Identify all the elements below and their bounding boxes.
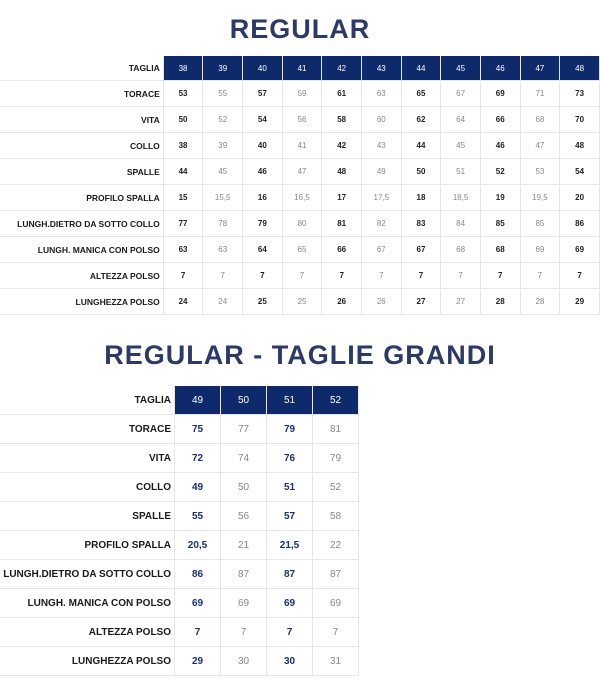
measurement-value: 29 [175, 647, 221, 676]
measurement-value: 86 [175, 560, 221, 589]
size-header-row [0, 386, 359, 415]
measurement-value: 15,5 [203, 185, 243, 211]
measurement-value: 51 [267, 473, 313, 502]
measurement-value: 7 [401, 263, 441, 289]
measurement-value: 64 [243, 237, 283, 263]
measurement-value: 76 [267, 444, 313, 473]
measurement-value: 68 [441, 237, 481, 263]
measurement-value: 83 [401, 211, 441, 237]
measurement-value: 85 [520, 211, 560, 237]
measurement-label: SPALLE [0, 159, 163, 185]
measurement-value: 85 [480, 211, 520, 237]
measurement-value: 81 [322, 211, 362, 237]
measurement-value: 68 [520, 107, 560, 133]
measurement-value: 21 [221, 531, 267, 560]
measurement-label: SPALLE [0, 502, 175, 531]
measurement-value: 44 [401, 133, 441, 159]
table-row [0, 237, 600, 263]
measurement-value: 7 [441, 263, 481, 289]
measurement-value: 67 [361, 237, 401, 263]
measurement-value: 44 [163, 159, 203, 185]
regular-title: REGULAR [229, 14, 371, 44]
large-size-table [0, 386, 359, 676]
measurement-value: 62 [401, 107, 441, 133]
measurement-label: LUNGH. MANICA CON POLSO [0, 237, 163, 263]
measurement-value: 15 [163, 185, 203, 211]
measurement-value: 40 [243, 133, 283, 159]
size-header-cell: 42 [322, 56, 362, 81]
measurement-value: 87 [221, 560, 267, 589]
measurement-label: ALTEZZA POLSO [0, 263, 163, 289]
measurement-label: TORACE [0, 81, 163, 107]
measurement-value: 87 [313, 560, 359, 589]
measurement-label: TORACE [0, 415, 175, 444]
measurement-value: 52 [480, 159, 520, 185]
measurement-value: 68 [480, 237, 520, 263]
size-header-cell: 41 [282, 56, 322, 81]
measurement-value: 47 [282, 159, 322, 185]
measurement-value: 52 [313, 473, 359, 502]
measurement-value: 48 [322, 159, 362, 185]
measurement-value: 55 [203, 81, 243, 107]
size-header-cell: 38 [163, 56, 203, 81]
measurement-value: 16,5 [282, 185, 322, 211]
measurement-value: 27 [441, 289, 481, 315]
measurement-value: 65 [282, 237, 322, 263]
measurement-value: 17,5 [361, 185, 401, 211]
size-header-cell: 44 [401, 56, 441, 81]
measurement-label: VITA [0, 444, 175, 473]
measurement-value: 72 [175, 444, 221, 473]
measurement-value: 48 [560, 133, 600, 159]
measurement-value: 69 [520, 237, 560, 263]
table-row [0, 159, 600, 185]
measurement-value: 56 [221, 502, 267, 531]
table-row [0, 589, 359, 618]
measurement-value: 19 [480, 185, 520, 211]
measurement-label: ALTEZZA POLSO [0, 618, 175, 647]
measurement-value: 26 [322, 289, 362, 315]
size-header-cell: 46 [480, 56, 520, 81]
table-row [0, 185, 600, 211]
measurement-value: 63 [361, 81, 401, 107]
measurement-value: 39 [203, 133, 243, 159]
measurement-value: 27 [401, 289, 441, 315]
measurement-value: 26 [361, 289, 401, 315]
measurement-value: 30 [221, 647, 267, 676]
measurement-label: LUNGHEZZA POLSO [0, 289, 163, 315]
measurement-value: 57 [243, 81, 283, 107]
measurement-value: 50 [163, 107, 203, 133]
measurement-value: 58 [322, 107, 362, 133]
table-row [0, 560, 359, 589]
size-header-label: TAGLIA [0, 56, 163, 81]
measurement-value: 7 [163, 263, 203, 289]
measurement-value: 87 [267, 560, 313, 589]
measurement-value: 51 [441, 159, 481, 185]
table-row [0, 211, 600, 237]
measurement-value: 54 [560, 159, 600, 185]
measurement-value: 7 [480, 263, 520, 289]
measurement-value: 50 [221, 473, 267, 502]
table-row [0, 81, 600, 107]
measurement-value: 7 [520, 263, 560, 289]
table-row [0, 133, 600, 159]
measurement-value: 60 [361, 107, 401, 133]
measurement-value: 29 [560, 289, 600, 315]
table-row [0, 263, 600, 289]
measurement-value: 63 [203, 237, 243, 263]
measurement-value: 7 [361, 263, 401, 289]
measurement-value: 71 [520, 81, 560, 107]
table-row [0, 647, 359, 676]
measurement-value: 7 [313, 618, 359, 647]
size-header-cell: 47 [520, 56, 560, 81]
measurement-value: 22 [313, 531, 359, 560]
measurement-value: 56 [282, 107, 322, 133]
measurement-value: 73 [560, 81, 600, 107]
measurement-value: 53 [520, 159, 560, 185]
measurement-value: 84 [441, 211, 481, 237]
measurement-value: 78 [203, 211, 243, 237]
table-row [0, 502, 359, 531]
measurement-value: 49 [175, 473, 221, 502]
measurement-value: 66 [480, 107, 520, 133]
measurement-value: 18 [401, 185, 441, 211]
measurement-value: 20,5 [175, 531, 221, 560]
measurement-value: 53 [163, 81, 203, 107]
measurement-value: 69 [560, 237, 600, 263]
measurement-value: 69 [221, 589, 267, 618]
measurement-value: 77 [163, 211, 203, 237]
size-header-cell: 45 [441, 56, 481, 81]
regular-size-table [0, 56, 600, 315]
measurement-value: 41 [282, 133, 322, 159]
measurement-label: COLLO [0, 473, 175, 502]
measurement-value: 49 [361, 159, 401, 185]
measurement-value: 80 [282, 211, 322, 237]
table-row [0, 531, 359, 560]
measurement-value: 57 [267, 502, 313, 531]
measurement-label: PROFILO SPALLA [0, 185, 163, 211]
measurement-value: 30 [267, 647, 313, 676]
measurement-value: 7 [322, 263, 362, 289]
measurement-value: 70 [560, 107, 600, 133]
measurement-value: 75 [175, 415, 221, 444]
measurement-value: 24 [163, 289, 203, 315]
size-header-cell: 49 [175, 386, 221, 415]
measurement-value: 7 [243, 263, 283, 289]
measurement-value: 45 [441, 133, 481, 159]
size-header-cell: 39 [203, 56, 243, 81]
size-header-row [0, 56, 600, 81]
table-row [0, 289, 600, 315]
size-header-label: TAGLIA [0, 386, 175, 415]
measurement-value: 46 [243, 159, 283, 185]
measurement-value: 31 [313, 647, 359, 676]
size-header-cell: 43 [361, 56, 401, 81]
measurement-value: 7 [203, 263, 243, 289]
measurement-value: 28 [480, 289, 520, 315]
measurement-value: 74 [221, 444, 267, 473]
measurement-label: LUNGH. MANICA CON POLSO [0, 589, 175, 618]
measurement-value: 7 [267, 618, 313, 647]
measurement-value: 52 [203, 107, 243, 133]
measurement-value: 21,5 [267, 531, 313, 560]
table-row [0, 444, 359, 473]
measurement-label: LUNGHEZZA POLSO [0, 647, 175, 676]
measurement-value: 64 [441, 107, 481, 133]
table-row [0, 107, 600, 133]
size-header-cell: 48 [560, 56, 600, 81]
measurement-value: 81 [313, 415, 359, 444]
size-header-cell: 52 [313, 386, 359, 415]
measurement-label: PROFILO SPALLA [0, 531, 175, 560]
measurement-value: 7 [282, 263, 322, 289]
table-row [0, 473, 359, 502]
measurement-value: 69 [480, 81, 520, 107]
measurement-value: 79 [313, 444, 359, 473]
measurement-value: 63 [163, 237, 203, 263]
measurement-label: COLLO [0, 133, 163, 159]
measurement-value: 20 [560, 185, 600, 211]
measurement-value: 69 [175, 589, 221, 618]
measurement-value: 82 [361, 211, 401, 237]
measurement-value: 61 [322, 81, 362, 107]
measurement-value: 59 [282, 81, 322, 107]
measurement-value: 25 [243, 289, 283, 315]
measurement-value: 18,5 [441, 185, 481, 211]
measurement-value: 7 [560, 263, 600, 289]
measurement-value: 54 [243, 107, 283, 133]
measurement-value: 65 [401, 81, 441, 107]
size-header-cell: 51 [267, 386, 313, 415]
measurement-value: 7 [221, 618, 267, 647]
measurement-value: 38 [163, 133, 203, 159]
table-row [0, 415, 359, 444]
measurement-value: 17 [322, 185, 362, 211]
measurement-value: 47 [520, 133, 560, 159]
measurement-value: 67 [401, 237, 441, 263]
table-row [0, 618, 359, 647]
size-header-cell: 50 [221, 386, 267, 415]
measurement-value: 55 [175, 502, 221, 531]
measurement-value: 50 [401, 159, 441, 185]
measurement-value: 69 [267, 589, 313, 618]
size-header-cell: 40 [243, 56, 283, 81]
measurement-value: 46 [480, 133, 520, 159]
measurement-value: 19,5 [520, 185, 560, 211]
measurement-value: 79 [243, 211, 283, 237]
large-sizes-title: REGULAR - TAGLIE GRANDI [104, 340, 496, 370]
measurement-value: 69 [313, 589, 359, 618]
measurement-label: LUNGH.DIETRO DA SOTTO COLLO [0, 560, 175, 589]
measurement-value: 45 [203, 159, 243, 185]
measurement-value: 66 [322, 237, 362, 263]
measurement-value: 79 [267, 415, 313, 444]
measurement-value: 77 [221, 415, 267, 444]
measurement-value: 28 [520, 289, 560, 315]
measurement-value: 86 [560, 211, 600, 237]
measurement-value: 16 [243, 185, 283, 211]
measurement-label: LUNGH.DIETRO DA SOTTO COLLO [0, 211, 163, 237]
measurement-value: 67 [441, 81, 481, 107]
measurement-value: 25 [282, 289, 322, 315]
measurement-value: 24 [203, 289, 243, 315]
measurement-label: VITA [0, 107, 163, 133]
measurement-value: 42 [322, 133, 362, 159]
measurement-value: 43 [361, 133, 401, 159]
measurement-value: 7 [175, 618, 221, 647]
measurement-value: 58 [313, 502, 359, 531]
